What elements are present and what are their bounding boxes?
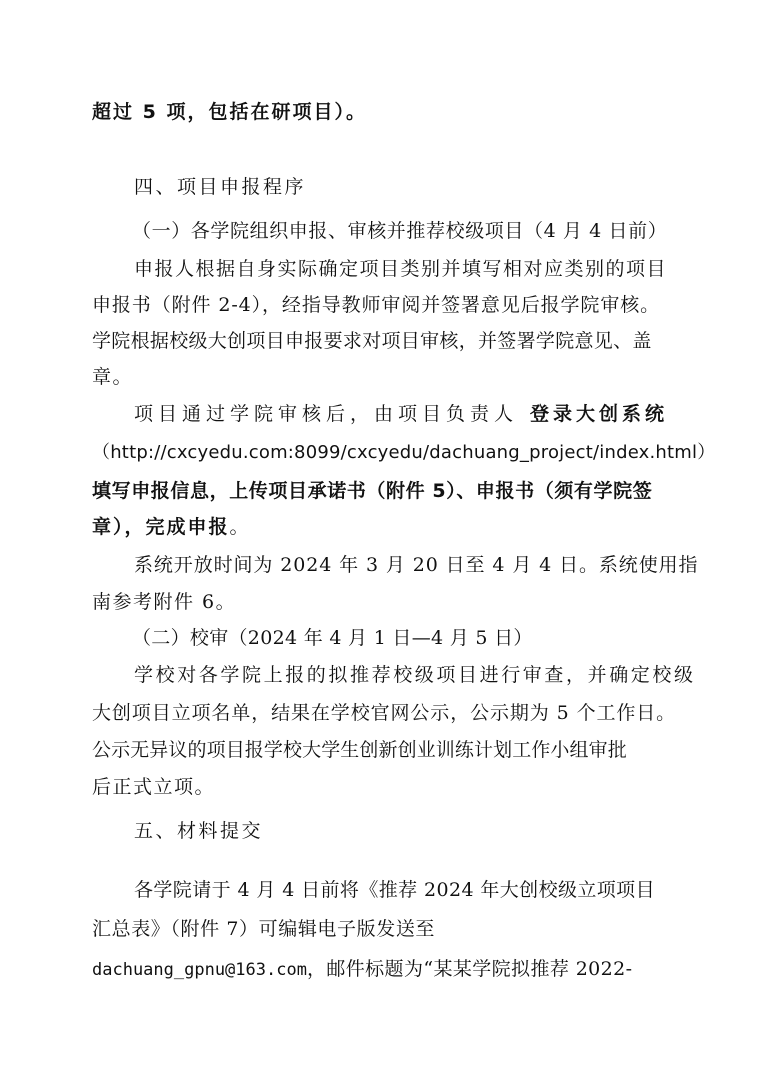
paragraph-line: 系统开放时间为 2024 年 3 月 20 日至 4 月 4 日。系统使用指 (134, 554, 699, 576)
paragraph-line: 学院根据校级大创项目申报要求对项目审核，并签署学院意见、盖 (92, 330, 652, 352)
paragraph-line: 各学院请于 4 月 4 日前将《推荐 2024 年大创校级立项项目 (134, 879, 655, 901)
subsection-heading-2: （二）校审（2024 年 4 月 1 日—4 月 5 日） (132, 627, 533, 649)
paragraph-line: 大创项目立项名单，结果在学校官网公示，公示期为 5 个工作日。 (92, 702, 677, 724)
paragraph-line (92, 956, 632, 983)
paragraph-line: 申报书（附件 2-4），经指导教师审阅并签署意见后报学院审核。 (92, 294, 661, 316)
paragraph-line: 超过 5 项，包括在研项目）。 (92, 101, 367, 123)
paragraph-line: 申报人根据自身实际确定项目类别并填写相对应类别的项目 (134, 258, 668, 280)
paragraph-text-bold: 章），完成申报 (92, 516, 230, 538)
login-system-emphasis: 登录大创系统 (529, 403, 668, 425)
paragraph-text: ，邮件标题为“某某学院拟推荐 2022- (306, 958, 633, 980)
paragraph-line: 学校对各学院上报的拟推荐校级项目进行审查，并确定校级 (134, 664, 696, 686)
section-heading-4: 四、项目申报程序 (134, 176, 307, 198)
paragraph-line: 后正式立项。 (92, 776, 216, 798)
paragraph-line: 南参考附件 6。 (92, 591, 237, 613)
paragraph-line: 章。 (92, 366, 134, 388)
system-url-link[interactable]: （http://cxcyedu.com:8099/cxcyedu/dachuang_project/index.html） (92, 442, 716, 463)
subsection-heading-1: （一）各学院组织申报、审核并推荐校级项目（4 月 4 日前） (132, 220, 668, 242)
paragraph-line: 汇总表》（附件 7）可编辑电子版发送至 (92, 918, 436, 940)
section-heading-5: 五、材料提交 (134, 820, 264, 842)
paragraph-line: 公示无异议的项目报学校大学生创新创业训练计划工作小组审批 (92, 739, 627, 761)
paragraph-text: 项目通过学院审核后，由项目负责人 (134, 403, 519, 425)
paragraph-line-bold: 填写申报信息，上传项目承诺书（附件 5）、申报书（须有学院签 (92, 480, 653, 502)
paragraph-line (92, 514, 250, 540)
paragraph-line (134, 401, 668, 427)
email-address-link[interactable]: dachuang_gpnu@163.com (92, 960, 307, 980)
paragraph-text: 。 (229, 516, 251, 538)
